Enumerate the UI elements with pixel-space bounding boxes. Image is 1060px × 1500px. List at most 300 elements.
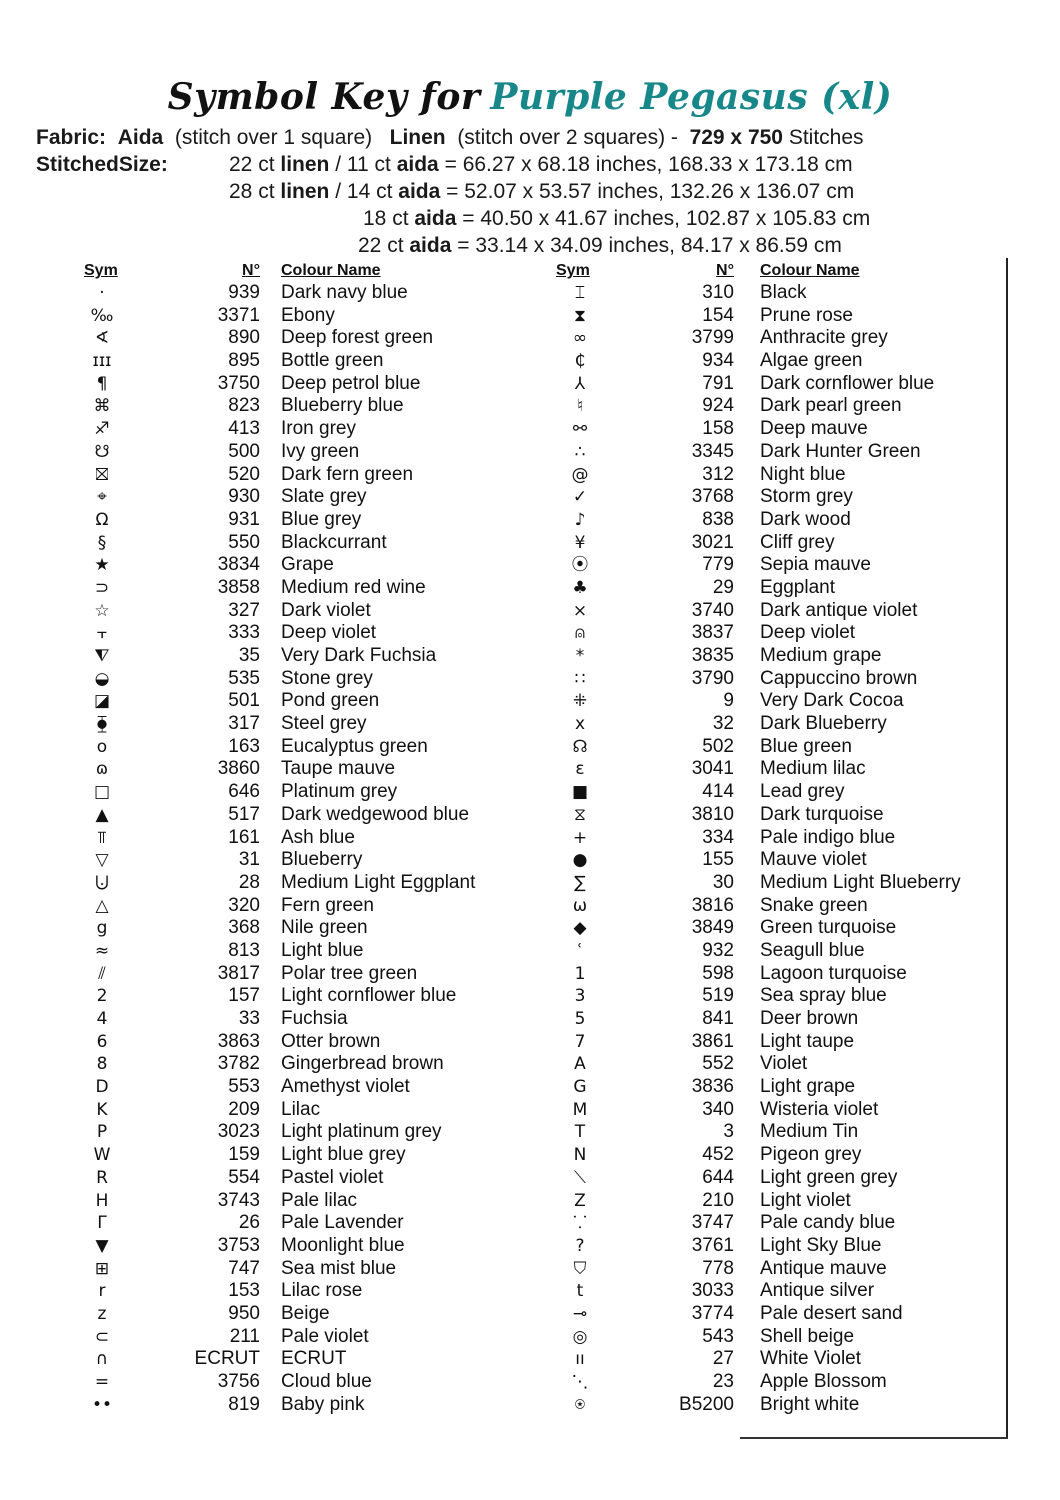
thread-number: 747 bbox=[228, 1257, 260, 1279]
table-row bbox=[538, 1031, 978, 1054]
table-row bbox=[60, 917, 500, 940]
stitch-symbol-icon: ∩ bbox=[95, 1349, 109, 1370]
thread-number: 3837 bbox=[691, 622, 734, 644]
thread-number: 9 bbox=[723, 690, 734, 712]
table-row bbox=[538, 350, 978, 373]
table-row bbox=[60, 600, 500, 623]
colour-name: Medium Light Eggplant bbox=[281, 871, 476, 893]
size-sep: / 11 ct bbox=[335, 153, 391, 176]
thread-number: 535 bbox=[228, 667, 260, 689]
thread-number: 312 bbox=[702, 463, 734, 485]
table-row bbox=[60, 849, 500, 872]
colour-name: Blue green bbox=[760, 735, 852, 757]
thread-number: 3849 bbox=[691, 917, 734, 939]
colour-name: Pale Lavender bbox=[281, 1212, 404, 1234]
stitch-symbol-icon: ⦿ bbox=[571, 555, 589, 576]
thread-number: 813 bbox=[228, 939, 260, 961]
table-row bbox=[538, 1076, 978, 1099]
colour-name: Dark turquoise bbox=[760, 803, 884, 825]
table-row bbox=[60, 1053, 500, 1076]
colour-name: Deep forest green bbox=[281, 327, 434, 349]
thread-number: 819 bbox=[228, 1393, 260, 1415]
table-row bbox=[60, 486, 500, 509]
table-row bbox=[60, 509, 500, 532]
colour-name: Light blue grey bbox=[281, 1144, 406, 1166]
size-fabric: aida bbox=[398, 180, 441, 203]
stitch-symbol-icon: R bbox=[96, 1167, 108, 1188]
symbol-table-right bbox=[538, 260, 978, 1416]
table-row bbox=[538, 577, 978, 600]
thread-number: 644 bbox=[702, 1166, 734, 1188]
size-count: 28 ct bbox=[229, 180, 275, 203]
table-row bbox=[60, 1008, 500, 1031]
stitch-symbol-icon: ● bbox=[572, 850, 588, 871]
thread-number: 517 bbox=[228, 803, 260, 825]
thread-number: 209 bbox=[228, 1098, 260, 1120]
colour-name: Pale candy blue bbox=[760, 1212, 896, 1234]
thread-number: 161 bbox=[228, 826, 260, 848]
size-value: = 52.07 x 53.57 inches, 132.26 x 136.07 cm bbox=[446, 180, 855, 203]
table-row bbox=[538, 1053, 978, 1076]
colour-name: Dark violet bbox=[281, 599, 371, 621]
colour-name: Blueberry bbox=[281, 849, 363, 871]
table-row bbox=[538, 1144, 978, 1167]
colour-name: Light taupe bbox=[760, 1030, 855, 1052]
thread-number: 841 bbox=[702, 1008, 734, 1029]
table-row bbox=[60, 736, 500, 759]
colour-name: Slate grey bbox=[281, 486, 367, 508]
size-value: = 66.27 x 68.18 inches, 168.33 x 173.18 cm bbox=[444, 153, 853, 176]
colour-name: Lead grey bbox=[760, 781, 845, 803]
stitch-symbol-icon: ☊ bbox=[572, 736, 588, 757]
table-row bbox=[60, 622, 500, 645]
colour-name: Eggplant bbox=[760, 576, 836, 598]
colour-name: Cappuccino brown bbox=[760, 667, 918, 689]
table-row bbox=[538, 1121, 978, 1144]
thread-number: 32 bbox=[712, 713, 734, 735]
thread-number: 154 bbox=[702, 304, 734, 326]
table-row bbox=[60, 1303, 500, 1326]
colour-name: Deep petrol blue bbox=[281, 372, 421, 394]
table-row bbox=[60, 668, 500, 691]
table-row bbox=[538, 985, 978, 1008]
table-row bbox=[60, 1258, 500, 1281]
stitch-symbol-icon: ◎ bbox=[572, 1326, 588, 1347]
table-row bbox=[60, 1394, 500, 1417]
thread-number: 211 bbox=[229, 1325, 260, 1347]
thread-number: 413 bbox=[228, 418, 260, 440]
colour-name: Anthracite grey bbox=[760, 327, 888, 349]
stitch-symbol-icon: g bbox=[96, 918, 108, 939]
thread-number: 327 bbox=[228, 599, 260, 621]
table-row bbox=[60, 1167, 500, 1190]
thread-number: 3753 bbox=[217, 1234, 260, 1256]
stitch-symbol-icon: · bbox=[99, 283, 105, 303]
colour-name: Deep mauve bbox=[760, 418, 868, 440]
colour-name: Iron grey bbox=[281, 418, 356, 440]
page-title bbox=[0, 76, 1060, 118]
thread-number: 3041 bbox=[691, 758, 734, 780]
stitch-symbol-icon: ≈ bbox=[94, 940, 110, 961]
size-count: 22 ct bbox=[229, 153, 275, 176]
thread-number: 35 bbox=[238, 645, 260, 666]
stitch-symbol-icon: ∞ bbox=[572, 328, 588, 349]
colour-name: Wisteria violet bbox=[760, 1098, 879, 1120]
colour-name: Light platinum grey bbox=[281, 1121, 442, 1143]
colour-name: Ivy green bbox=[281, 440, 360, 462]
stitch-symbol-icon: ⧗ bbox=[574, 305, 586, 326]
colour-name: Amethyst violet bbox=[281, 1076, 410, 1098]
fabric-linen: Linen bbox=[389, 126, 446, 149]
stitch-symbol-icon: = bbox=[94, 1372, 110, 1392]
thread-number: 823 bbox=[228, 395, 260, 417]
table-row bbox=[538, 1326, 978, 1349]
stitch-symbol-icon: ⌘ bbox=[93, 396, 111, 417]
thread-number: 3740 bbox=[691, 599, 734, 621]
stitch-symbol-icon: ▼ bbox=[95, 1235, 109, 1256]
stitch-symbol-icon: ɷ bbox=[95, 759, 109, 780]
stitch-symbol-icon: 1 bbox=[574, 963, 586, 984]
thread-number: 3774 bbox=[691, 1302, 734, 1324]
colour-name: Dark wood bbox=[760, 508, 851, 530]
thread-number: 3033 bbox=[691, 1280, 734, 1302]
stitch-symbol-icon: ⨃ bbox=[95, 872, 109, 893]
table-row bbox=[538, 758, 978, 781]
thread-number: 3747 bbox=[691, 1212, 734, 1234]
stitch-symbol-icon: ⍝ bbox=[574, 623, 586, 644]
table-row bbox=[60, 1212, 500, 1235]
thread-number: 317 bbox=[228, 713, 260, 735]
header-num: N° bbox=[242, 262, 260, 279]
table-row bbox=[60, 441, 500, 464]
colour-name: Dark wedgewood blue bbox=[281, 803, 470, 825]
stitch-symbol-icon: ∢ bbox=[94, 328, 110, 349]
stitch-symbol-icon: 4 bbox=[96, 1009, 108, 1029]
stitch-symbol-icon: ‰ bbox=[90, 305, 114, 326]
thread-number: 3345 bbox=[691, 440, 734, 462]
colour-name: Grape bbox=[281, 554, 334, 576]
header-name: Colour Name bbox=[281, 262, 381, 279]
thread-number: 895 bbox=[228, 350, 260, 372]
colour-name: Ebony bbox=[281, 304, 335, 326]
pattern-name: Purple Pegasus (xl) bbox=[490, 76, 893, 118]
stitch-symbol-icon: ⍟ bbox=[574, 1394, 586, 1415]
table-row bbox=[60, 373, 500, 396]
thread-number: 3817 bbox=[217, 962, 260, 984]
table-row bbox=[60, 395, 500, 418]
stitch-symbol-icon: ⛉ bbox=[573, 1258, 587, 1279]
table-header bbox=[538, 260, 978, 282]
table-row bbox=[538, 690, 978, 713]
table-row bbox=[60, 1076, 500, 1099]
stitch-symbol-icon: ⫟ bbox=[96, 623, 108, 644]
thread-number: 333 bbox=[228, 622, 260, 644]
table-row bbox=[538, 645, 978, 668]
stitched-size-line-2 bbox=[229, 180, 854, 204]
thread-number: 890 bbox=[228, 327, 260, 349]
stitch-symbol-icon: 8 bbox=[96, 1054, 108, 1075]
stitch-symbol-icon: ⁜ bbox=[572, 691, 588, 712]
thread-number: 3371 bbox=[217, 304, 260, 326]
stitch-label: Stitches bbox=[788, 126, 864, 149]
stitch-symbol-icon: ıı bbox=[575, 1349, 585, 1370]
table-row bbox=[60, 1371, 500, 1394]
thread-number: 334 bbox=[702, 826, 734, 848]
thread-number: 3835 bbox=[691, 645, 734, 666]
thread-number: 310 bbox=[702, 282, 734, 303]
stitch-symbol-icon: ■ bbox=[571, 782, 589, 803]
colour-name: Light cornflower blue bbox=[281, 985, 457, 1007]
thread-number: B5200 bbox=[679, 1393, 734, 1415]
table-row bbox=[60, 804, 500, 827]
stitch-symbol-icon: ⫪ bbox=[97, 827, 107, 848]
thread-number: 29 bbox=[712, 576, 734, 598]
stitched-size-line-4 bbox=[358, 234, 842, 258]
right-border-line bbox=[1006, 258, 1008, 1438]
colour-name: Pale violet bbox=[281, 1325, 369, 1347]
stitch-symbol-icon: ⅄ bbox=[574, 373, 586, 394]
colour-name: Very Dark Fuchsia bbox=[281, 645, 437, 666]
stitched-size-line-1 bbox=[36, 153, 853, 177]
colour-name: Antique mauve bbox=[760, 1257, 887, 1279]
thread-number: 646 bbox=[228, 781, 260, 803]
colour-name: Sea spray blue bbox=[760, 985, 887, 1007]
stitch-symbol-icon: ♐ bbox=[94, 419, 110, 440]
colour-name: Bottle green bbox=[281, 350, 384, 372]
table-row bbox=[538, 1394, 978, 1417]
table-row bbox=[538, 532, 978, 555]
thread-number: 155 bbox=[702, 849, 734, 871]
table-row bbox=[538, 1212, 978, 1235]
fabric-aida-note: (stitch over 1 square) bbox=[174, 126, 373, 149]
header-num: N° bbox=[716, 262, 734, 279]
stitch-symbol-icon: ⧨ bbox=[94, 646, 110, 666]
stitch-symbol-icon: 5 bbox=[574, 1009, 586, 1029]
stitch-symbol-icon: Ω bbox=[95, 509, 109, 530]
stitch-symbol-icon: ♮ bbox=[576, 396, 584, 417]
stitch-symbol-icon: A bbox=[574, 1054, 586, 1075]
stitch-symbol-icon: P bbox=[96, 1122, 108, 1143]
thread-number: 452 bbox=[702, 1144, 734, 1166]
thread-number: 500 bbox=[228, 440, 260, 462]
table-row bbox=[60, 895, 500, 918]
thread-number: 414 bbox=[702, 781, 734, 803]
colour-name: Blue grey bbox=[281, 508, 362, 530]
colour-name: Pond green bbox=[281, 690, 380, 712]
colour-name: Dark antique violet bbox=[760, 599, 918, 621]
size-fabric: aida bbox=[396, 153, 439, 176]
thread-number: 552 bbox=[702, 1053, 734, 1075]
table-row bbox=[60, 781, 500, 804]
colour-name: Lilac rose bbox=[281, 1280, 363, 1302]
stitch-symbol-icon: o bbox=[96, 736, 108, 757]
stitch-symbol-icon: K bbox=[96, 1099, 108, 1120]
thread-number: 3743 bbox=[217, 1189, 260, 1211]
size-fabric: aida bbox=[409, 234, 452, 257]
colour-name: Light violet bbox=[760, 1189, 851, 1211]
table-row bbox=[60, 1144, 500, 1167]
colour-name: Violet bbox=[760, 1053, 808, 1075]
header-sym: Sym bbox=[84, 262, 118, 279]
bottom-border-line bbox=[740, 1437, 1008, 1439]
colour-name: Light blue bbox=[281, 939, 364, 961]
table-row bbox=[538, 464, 978, 487]
table-row bbox=[538, 736, 978, 759]
stitched-size-line-3 bbox=[363, 207, 870, 231]
table-row bbox=[60, 758, 500, 781]
table-row bbox=[538, 781, 978, 804]
thread-number: 28 bbox=[238, 871, 260, 893]
stitch-symbol-icon: + bbox=[572, 827, 588, 848]
stitch-symbol-icon: G bbox=[573, 1077, 587, 1098]
colour-name: Pale indigo blue bbox=[760, 826, 896, 848]
table-row bbox=[538, 418, 978, 441]
colour-name: Dark Blueberry bbox=[760, 713, 887, 735]
thread-number: ECRUT bbox=[194, 1348, 260, 1370]
colour-name: Green turquoise bbox=[760, 917, 897, 939]
table-header bbox=[60, 260, 500, 282]
table-row bbox=[538, 668, 978, 691]
stitch-symbol-icon: z bbox=[97, 1303, 107, 1324]
colour-name: Mauve violet bbox=[760, 849, 867, 871]
fabric-linen-note: (stitch over 2 squares) - bbox=[457, 126, 678, 149]
colour-name: Algae green bbox=[760, 350, 863, 372]
colour-name: Light Sky Blue bbox=[760, 1234, 882, 1256]
stitch-symbol-icon: 7 bbox=[574, 1031, 586, 1052]
stitch-symbol-icon: ⋱ bbox=[571, 1372, 589, 1392]
colour-name: Medium Tin bbox=[760, 1121, 859, 1143]
colour-name: Bright white bbox=[760, 1393, 860, 1415]
thread-number: 368 bbox=[228, 917, 260, 939]
stitch-symbol-icon: ⟍ bbox=[574, 1167, 586, 1188]
thread-number: 520 bbox=[228, 463, 260, 485]
stitch-symbol-icon: △ bbox=[95, 895, 109, 916]
thread-number: 791 bbox=[702, 372, 734, 394]
colour-name: Very Dark Cocoa bbox=[760, 690, 904, 712]
stitch-symbol-icon: ∴ bbox=[574, 441, 586, 462]
colour-name: Night blue bbox=[760, 463, 846, 485]
colour-name: Dark fern green bbox=[281, 463, 414, 485]
table-row bbox=[538, 1235, 978, 1258]
colour-name: Fuchsia bbox=[281, 1008, 348, 1029]
table-row bbox=[60, 327, 500, 350]
table-row bbox=[60, 1348, 500, 1371]
colour-name: Medium Light Blueberry bbox=[760, 871, 961, 893]
colour-name: Beige bbox=[281, 1302, 330, 1324]
stitch-symbol-icon: r bbox=[98, 1281, 106, 1302]
table-row bbox=[60, 985, 500, 1008]
colour-name: Stone grey bbox=[281, 667, 373, 689]
colour-name: ECRUT bbox=[281, 1348, 347, 1370]
stitch-symbol-icon: Z bbox=[574, 1190, 586, 1211]
title-prefix: Symbol Key for bbox=[167, 76, 481, 118]
table-row bbox=[60, 1280, 500, 1303]
thread-number: 924 bbox=[702, 395, 734, 417]
stitch-symbol-icon: ∷ bbox=[574, 668, 586, 689]
table-row bbox=[60, 350, 500, 373]
fabric-aida: Aida bbox=[117, 126, 164, 149]
colour-name: Lagoon turquoise bbox=[760, 962, 907, 984]
stitch-symbol-icon: ⛝ bbox=[95, 464, 109, 485]
thread-number: 320 bbox=[228, 894, 260, 916]
thread-number: 550 bbox=[228, 531, 260, 553]
size-fabric: linen bbox=[280, 153, 330, 176]
size-sep: / 14 ct bbox=[335, 180, 393, 203]
thread-number: 163 bbox=[228, 735, 260, 757]
colour-name: Fern green bbox=[281, 894, 374, 916]
thread-number: 934 bbox=[702, 350, 734, 372]
thread-number: 501 bbox=[228, 690, 260, 712]
colour-name: Platinum grey bbox=[281, 781, 398, 803]
colour-name: Deep violet bbox=[760, 622, 856, 644]
stitch-symbol-icon: ◪ bbox=[93, 691, 111, 712]
thread-number: 3021 bbox=[691, 531, 734, 553]
table-row bbox=[538, 1348, 978, 1371]
table-row bbox=[538, 1190, 978, 1213]
colour-name: Otter brown bbox=[281, 1030, 381, 1052]
colour-name: Shell beige bbox=[760, 1325, 855, 1347]
colour-name: Ash blue bbox=[281, 826, 355, 848]
table-row bbox=[538, 804, 978, 827]
thread-number: 26 bbox=[238, 1212, 260, 1234]
table-row bbox=[538, 486, 978, 509]
table-row bbox=[60, 1235, 500, 1258]
thread-number: 950 bbox=[228, 1302, 260, 1324]
stitched-size-label: StitchedSize: bbox=[36, 153, 168, 176]
stitch-symbol-icon: ⫽ bbox=[98, 963, 106, 984]
thread-number: 543 bbox=[702, 1325, 734, 1347]
size-value: = 40.50 x 41.67 inches, 102.87 x 105.83 cm bbox=[456, 207, 871, 230]
table-row bbox=[538, 1258, 978, 1281]
stitch-symbol-icon: D bbox=[95, 1077, 109, 1098]
symbol-table-left bbox=[60, 260, 500, 1416]
table-row bbox=[60, 690, 500, 713]
stitch-symbol-icon: ☆ bbox=[94, 600, 110, 621]
colour-name: Apple Blossom bbox=[760, 1371, 887, 1392]
table-row bbox=[538, 940, 978, 963]
table-row bbox=[538, 827, 978, 850]
stitch-symbol-icon: ⌖ bbox=[97, 487, 107, 508]
colour-name: Light green grey bbox=[760, 1166, 898, 1188]
thread-number: 31 bbox=[238, 849, 260, 871]
stitch-symbol-icon: ✓ bbox=[572, 487, 588, 508]
colour-name: Baby pink bbox=[281, 1393, 365, 1415]
stitch-symbol-icon: ♪ bbox=[574, 509, 586, 530]
stitch-symbol-icon: ⊞ bbox=[94, 1258, 110, 1279]
colour-name: Black bbox=[760, 282, 807, 303]
colour-name: Moonlight blue bbox=[281, 1234, 405, 1256]
table-row bbox=[60, 1031, 500, 1054]
colour-name: Cloud blue bbox=[281, 1371, 372, 1392]
table-row bbox=[538, 509, 978, 532]
size-fabric: linen bbox=[280, 180, 330, 203]
colour-name: Medium lilac bbox=[760, 758, 866, 780]
thread-number: 779 bbox=[702, 554, 734, 576]
stitch-symbol-icon: W bbox=[93, 1145, 111, 1166]
thread-number: 23 bbox=[712, 1371, 734, 1392]
colour-name: Deep violet bbox=[281, 622, 377, 644]
thread-number: 554 bbox=[228, 1166, 260, 1188]
stitch-symbol-icon: @ bbox=[571, 464, 589, 485]
colour-name: Dark Hunter Green bbox=[760, 440, 921, 462]
thread-number: 3750 bbox=[217, 372, 260, 394]
thread-number: 3861 bbox=[691, 1030, 734, 1052]
colour-name: Pale lilac bbox=[281, 1189, 358, 1211]
table-row bbox=[60, 1326, 500, 1349]
table-row bbox=[538, 1167, 978, 1190]
thread-number: 210 bbox=[702, 1189, 734, 1211]
thread-number: 930 bbox=[228, 486, 260, 508]
